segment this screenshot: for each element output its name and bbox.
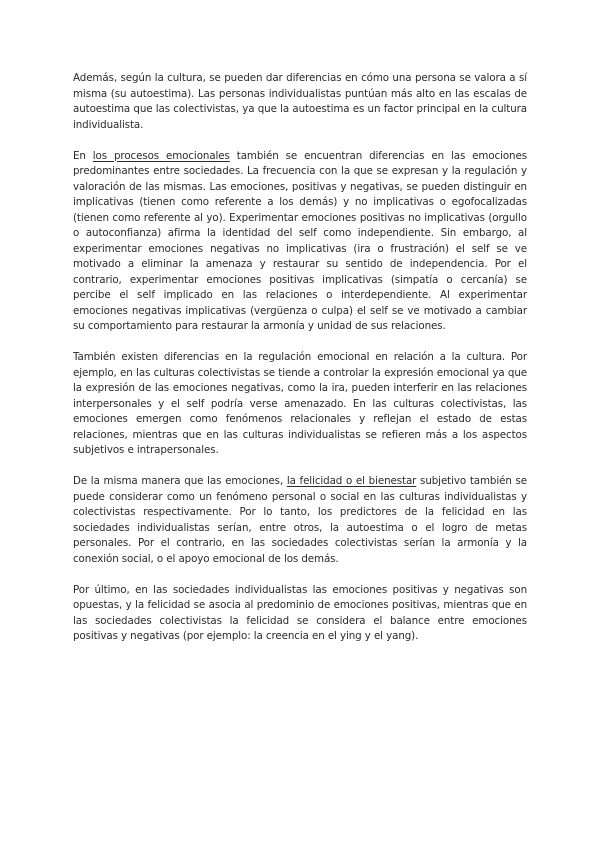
paragraph-procesos-emocionales [73,149,527,335]
paragraph-felicidad [73,474,527,567]
paragraph-text: Por último, en las sociedades individualistas las emociones positivas y negativas son opuestas, y la felicidad se asocia al predominio de emociones positivas, mientras que en las sociedades colectivistas la felicidad se considera el balance entre emociones positivas y negativas (por ejemplo: la creencia en el ying y el yang). [73,583,527,642]
paragraph-text: De la misma manera que las emociones, [73,475,287,487]
paragraph-text: Además, según la cultura, se pueden dar diferencias en cómo una persona se valora a sí misma (su autoestima). Las personas individualistas puntúan más alto en las escalas de autoestima que las colectivistas, ya que la autoestima es un factor principal en la cultura individualista. [73,72,527,131]
paragraph-text: También existen diferencias en la regulación emocional en relación a la cultura. Por ejemplo, en las culturas colectivistas se tiende a controlar la expresión emocional ya que la expresión de las emociones negativas, como la ira, pueden interferir en las relaciones interpersonales y el self podría verse amenazado. En las culturas colectivistas, las emociones emergen como fenómenos relacionales y reflejan el estado de estas relaciones, mientras que en las culturas individualistas se refieren más a los aspectos subjetivos e intrapersonales. [73,351,527,456]
document-body [73,71,527,660]
link-procesos-emocionales[interactable]: los procesos emocionales [92,149,230,162]
paragraph-text: también se encuentran diferencias en las emociones predominantes entre sociedades. La frecuencia con la que se expresan y la regulación y valoración de las mismas. Las emociones, positivas y negativas, se pueden distinguir en implicativas (tienen como referente a los demás) y no implicativas o egofocalizadas (tienen como referente al yo). Experimentar emociones positivas no implicativas (orgullo o autoconfianza) afirma la identidad del self como independiente. Sin embargo, al experimentar emociones negativas no implicativas (ira o frustración) el self se ve motivado a eliminar la amenaza y restaurar su sentido de independencia. Por el contrario, experimentar emociones positivas implicativas (simpatía o cercanía) se percibe el self implicado en las relaciones o interdependiente. Al experimentar emociones negativas implicativas (vergüenza o culpa) el self se ve motivado a cambiar su comportamiento para restaurar la armonía y unidad de sus relaciones. [73,149,527,332]
paragraph-text: subjetivo también se puede considerar como un fenómeno personal o social en las culturas individualistas y colectivistas respectivamente. Por lo tanto, los predictores de la felicidad en las sociedades individualistas serían, entre otros, la autoestima o el logro de metas personales. Por el contrario, en las sociedades colectivistas serían la armonía y la conexión social, o el apoyo emocional de los demás. [73,475,527,565]
link-felicidad-bienestar[interactable]: la felicidad o el bienestar [286,475,417,487]
paragraph-conclusion [73,583,527,645]
paragraph-regulacion-emocional [73,350,527,459]
paragraph-autoestima [73,71,527,133]
paragraph-text: En [73,149,93,162]
